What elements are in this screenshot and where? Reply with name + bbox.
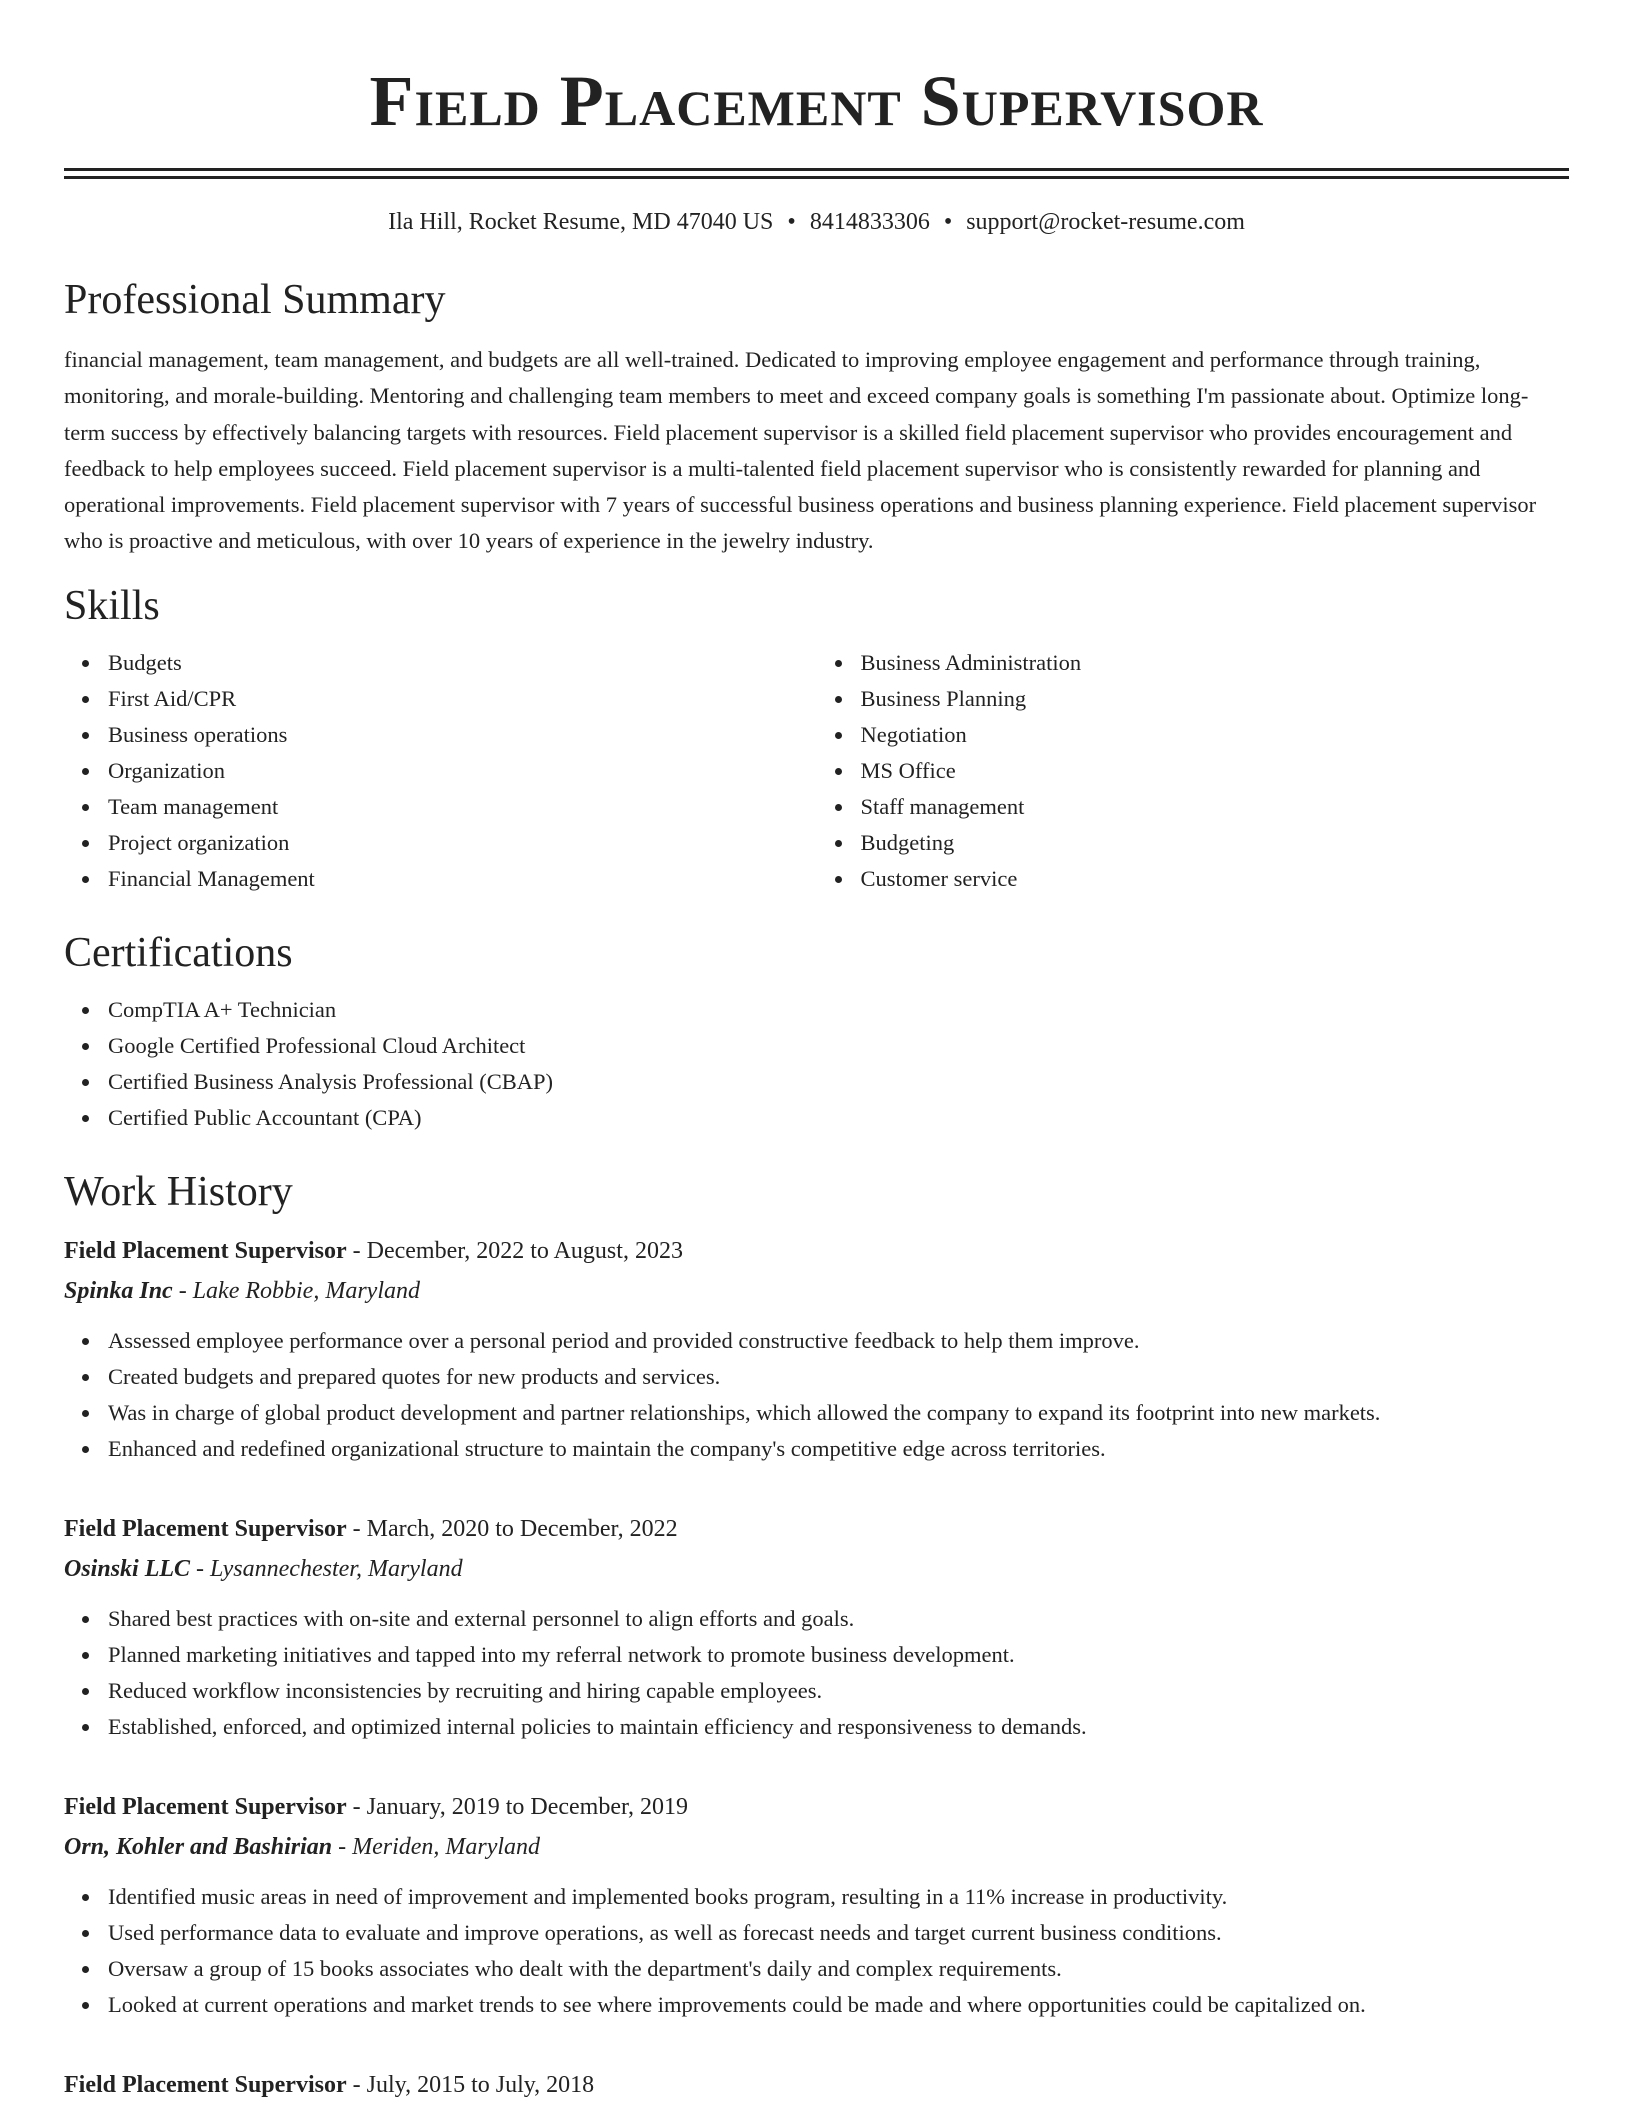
certifications-heading: Certifications [64, 929, 293, 976]
job-title: Field Placement Supervisor [64, 1237, 347, 1264]
job-bullet: Identified music areas in need of improvement and implemented books program, resulting in a 11% increase in productivity. [108, 1879, 1569, 1915]
job-bullets [64, 1879, 1569, 2023]
contact-email: support@rocket-resume.com [966, 209, 1245, 235]
job-dates: - March, 2020 to December, 2022 [346, 1515, 678, 1542]
job-title-line [64, 1231, 1569, 1271]
skills-heading: Skills [64, 582, 160, 629]
job-location: - Lysannechester, Maryland [190, 1555, 463, 1582]
contact-separator: • [943, 209, 953, 235]
job-company-line [64, 1827, 1569, 1867]
contact-separator: • [787, 209, 796, 235]
certifications-list [64, 992, 1569, 1136]
job-bullet: Assessed employee performance over a personal period and provided constructive feedback to help them improve. [108, 1323, 1569, 1359]
job-bullet: Shared best practices with on-site and external personnel to align efforts and goals. [108, 1601, 1569, 1637]
skill-item: Financial Management [108, 861, 817, 897]
job-bullet: Created budgets and prepared quotes for new products and services. [108, 1359, 1569, 1395]
job-location: - Meriden, Maryland [332, 1833, 541, 1860]
job-company-line [64, 1549, 1569, 1589]
job-dates: - January, 2019 to December, 2019 [346, 1793, 689, 1820]
skill-item: Staff management [861, 789, 1570, 825]
certifications-section [64, 928, 1569, 1136]
skill-item: Customer service [861, 861, 1570, 897]
certification-item: CompTIA A+ Technician [108, 992, 1569, 1028]
skills-section [64, 581, 1569, 897]
contact-address: Ila Hill, Rocket Resume, MD 47040 US [388, 209, 774, 235]
job-company-line [64, 1271, 1569, 1311]
job-bullet: Planned marketing initiatives and tapped into my referral network to promote business development. [108, 1637, 1569, 1673]
work-history-heading: Work History [64, 1168, 293, 1215]
skill-item: Business operations [108, 717, 817, 753]
skill-item: Business Planning [861, 681, 1570, 717]
skill-item: MS Office [861, 753, 1570, 789]
skill-item: Team management [108, 789, 817, 825]
contact-phone: 8414833306 [809, 209, 930, 235]
job-entry [64, 2065, 1569, 2105]
skill-item: Budgets [108, 645, 817, 681]
job-bullet: Used performance data to evaluate and improve operations, as well as forecast needs and target current business conditions. [108, 1915, 1569, 1951]
job-bullet: Reduced workflow inconsistencies by recruiting and hiring capable employees. [108, 1673, 1569, 1709]
skill-item: Budgeting [861, 825, 1570, 861]
job-bullet: Oversaw a group of 15 books associates who dealt with the department's daily and complex requirements. [108, 1951, 1569, 1987]
certification-item: Certified Public Accountant (CPA) [108, 1100, 1569, 1136]
job-title: Field Placement Supervisor [64, 1515, 347, 1542]
job-entry [64, 1231, 1569, 1467]
job-bullet: Looked at current operations and market trends to see where improvements could be made and where opportunities could be capitalized on. [108, 1987, 1569, 2023]
job-title-line [64, 2065, 1569, 2105]
job-entry [64, 1509, 1569, 1745]
skill-item: Negotiation [861, 717, 1570, 753]
skill-item: Project organization [108, 825, 817, 861]
job-bullet: Established, enforced, and optimized internal policies to maintain efficiency and responsiveness to demands. [108, 1709, 1569, 1745]
job-title: Field Placement Supervisor [64, 2071, 347, 2098]
job-location: - Lake Robbie, Maryland [172, 1277, 420, 1304]
resume-name-title: Field Placement Supervisor [369, 61, 1264, 141]
job-bullets [64, 1601, 1569, 1745]
skills-list-left [64, 645, 817, 897]
job-company: Osinski LLC [64, 1555, 191, 1582]
job-dates: - December, 2022 to August, 2023 [346, 1237, 683, 1264]
summary-heading: Professional Summary [64, 277, 446, 323]
job-dates: - July, 2015 to July, 2018 [346, 2071, 595, 2098]
summary-text: financial management, team management, and budgets are all well-trained. Dedicated to improving employee engagement and performance through training, monitoring, and morale-building. Mentoring and challenging team members to meet and exceed company goals is something I'm passionate about. Optimize long-term success by effectively balancing targets with resources. Field placement supervisor is a skilled field placement supervisor who provides encouragement and feedback to help employees succeed. Field placement supervisor is a multi-talented field placement supervisor who is consistently rewarded for planning and operational improvements. Field placement supervisor with 7 years of successful business operations and business planning experience. Field placement supervisor who is proactive and meticulous, with over 10 years of experience in the jewelry industry. [64, 347, 1537, 554]
job-title-line [64, 1787, 1569, 1827]
job-title: Field Placement Supervisor [64, 1793, 347, 1820]
summary-section [64, 275, 1569, 560]
skills-list-right [817, 645, 1570, 897]
job-bullets [64, 1323, 1569, 1467]
skill-item: First Aid/CPR [108, 681, 817, 717]
resume-page [64, 0, 1569, 2105]
job-bullet: Was in charge of global product development and partner relationships, which allowed the company to expand its footprint into new markets. [108, 1395, 1569, 1431]
certification-item: Google Certified Professional Cloud Architect [108, 1028, 1569, 1064]
job-title-line [64, 1509, 1569, 1549]
certification-item: Certified Business Analysis Professional (CBAP) [108, 1064, 1569, 1100]
skill-item: Business Administration [861, 645, 1570, 681]
header-double-rule [64, 168, 1569, 179]
skills-columns [64, 645, 1569, 897]
job-entry [64, 1787, 1569, 2023]
job-company: Spinka Inc [64, 1277, 173, 1304]
job-bullet: Enhanced and redefined organizational structure to maintain the company's competitive edge across territories. [108, 1431, 1569, 1467]
work-history-section [64, 1167, 1569, 2105]
skill-item: Organization [108, 753, 817, 789]
contact-line [64, 207, 1569, 237]
job-company: Orn, Kohler and Bashirian [64, 1833, 333, 1860]
